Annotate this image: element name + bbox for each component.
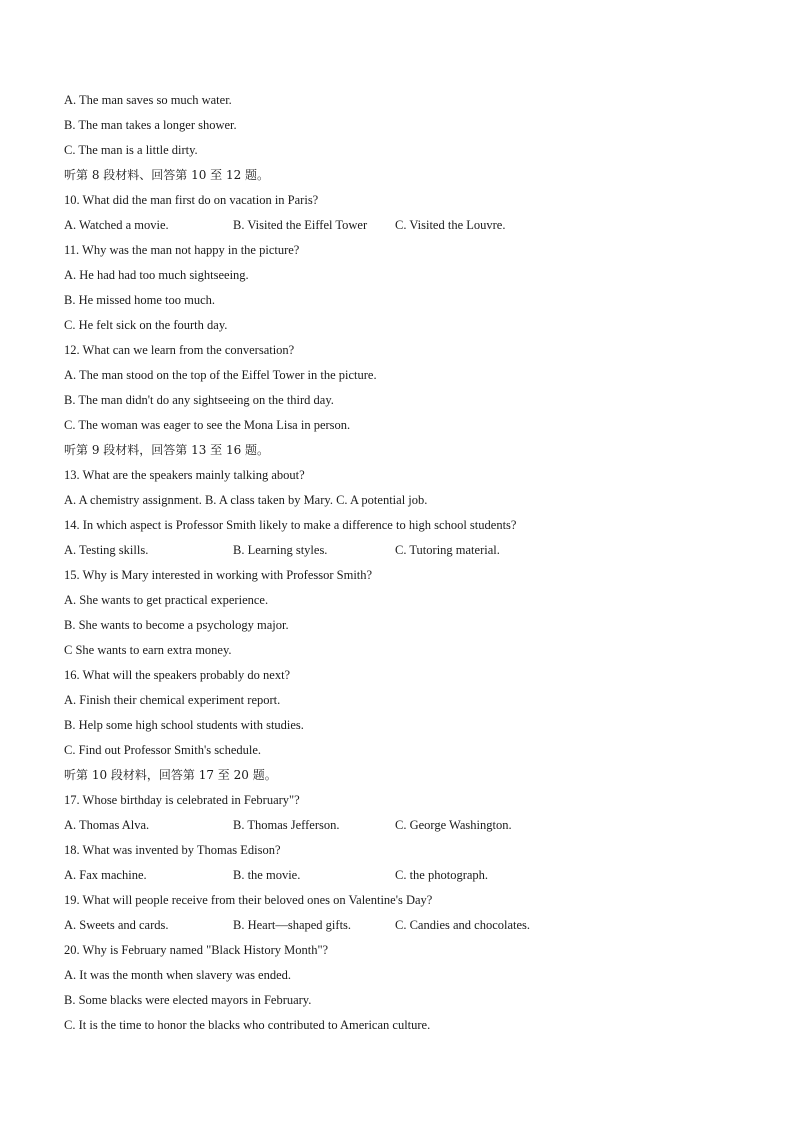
option-text: B. Heart—shaped gifts. xyxy=(233,918,352,932)
question-line: B. She wants to become a psychology major. xyxy=(64,618,289,632)
section-instruction: 听第 8 段材料、回答第 10 至 12 题。 xyxy=(64,168,270,182)
question-line: A. The man stood on the top of the Eiffel Tower in the picture. xyxy=(64,368,377,382)
option-text: A. Testing skills. xyxy=(64,543,149,557)
question-line: B. Help some high school students with studies. xyxy=(64,718,304,732)
option-text: A. Thomas Alva. xyxy=(64,818,150,832)
question-line: C. It is the time to honor the blacks who contributed to American culture. xyxy=(64,1018,431,1032)
document-page xyxy=(64,88,764,1038)
section-instruction: 听第 10 段材料，回答第 17 至 20 题。 xyxy=(64,768,277,782)
question-line: A. A chemistry assignment. B. A class taken by Mary. C. A potential job. xyxy=(64,493,428,507)
question-line: 19. What will people receive from their beloved ones on Valentine's Day? xyxy=(64,893,433,907)
question-line: B. Some blacks were elected mayors in February. xyxy=(64,993,312,1007)
question-line: 20. Why is February named "Black History Month"? xyxy=(64,943,329,957)
question-line: C She wants to earn extra money. xyxy=(64,643,232,657)
question-line: A. Finish their chemical experiment report. xyxy=(64,693,281,707)
option-text: C. Tutoring material. xyxy=(395,543,500,557)
option-text: B. Visited the Eiffel Tower xyxy=(233,218,368,232)
option-text: C. Visited the Louvre. xyxy=(395,218,506,232)
question-line: C. The man is a little dirty. xyxy=(64,143,198,157)
option-text: B. Thomas Jefferson. xyxy=(233,818,340,832)
question-line: C. He felt sick on the fourth day. xyxy=(64,318,228,332)
question-line: 18. What was invented by Thomas Edison? xyxy=(64,843,281,857)
option-row xyxy=(64,213,764,238)
question-line: C. Find out Professor Smith's schedule. xyxy=(64,743,262,757)
question-line: 12. What can we learn from the conversation? xyxy=(64,343,295,357)
question-line: 15. Why is Mary interested in working with Professor Smith? xyxy=(64,568,373,582)
question-line: 16. What will the speakers probably do next? xyxy=(64,668,291,682)
question-line: 13. What are the speakers mainly talking about? xyxy=(64,468,305,482)
option-text: A. Sweets and cards. xyxy=(64,918,169,932)
option-text: A. Fax machine. xyxy=(64,868,147,882)
question-line: B. The man didn't do any sightseeing on the third day. xyxy=(64,393,334,407)
question-line: A. The man saves so much water. xyxy=(64,93,232,107)
option-text: B. the movie. xyxy=(233,868,301,882)
option-text: C. Candies and chocolates. xyxy=(395,918,531,932)
question-line: B. The man takes a longer shower. xyxy=(64,118,237,132)
option-row xyxy=(64,813,764,838)
question-line: B. He missed home too much. xyxy=(64,293,216,307)
option-row xyxy=(64,538,764,563)
question-line: A. She wants to get practical experience. xyxy=(64,593,269,607)
question-line: 10. What did the man first do on vacation in Paris? xyxy=(64,193,319,207)
option-row xyxy=(64,863,764,888)
option-text: A. Watched a movie. xyxy=(64,218,169,232)
question-line: 17. Whose birthday is celebrated in February"? xyxy=(64,793,300,807)
question-line: C. The woman was eager to see the Mona Lisa in person. xyxy=(64,418,351,432)
question-line: 11. Why was the man not happy in the picture? xyxy=(64,243,300,257)
option-text: C. George Washington. xyxy=(395,818,512,832)
question-line: A. It was the month when slavery was ended. xyxy=(64,968,292,982)
question-line: 14. In which aspect is Professor Smith likely to make a difference to high school students? xyxy=(64,518,517,532)
section-instruction: 听第 9 段材料，回答第 13 至 16 题。 xyxy=(64,443,270,457)
option-text: B. Learning styles. xyxy=(233,543,328,557)
question-line: A. He had had too much sightseeing. xyxy=(64,268,249,282)
option-row xyxy=(64,913,764,938)
option-text: C. the photograph. xyxy=(395,868,489,882)
